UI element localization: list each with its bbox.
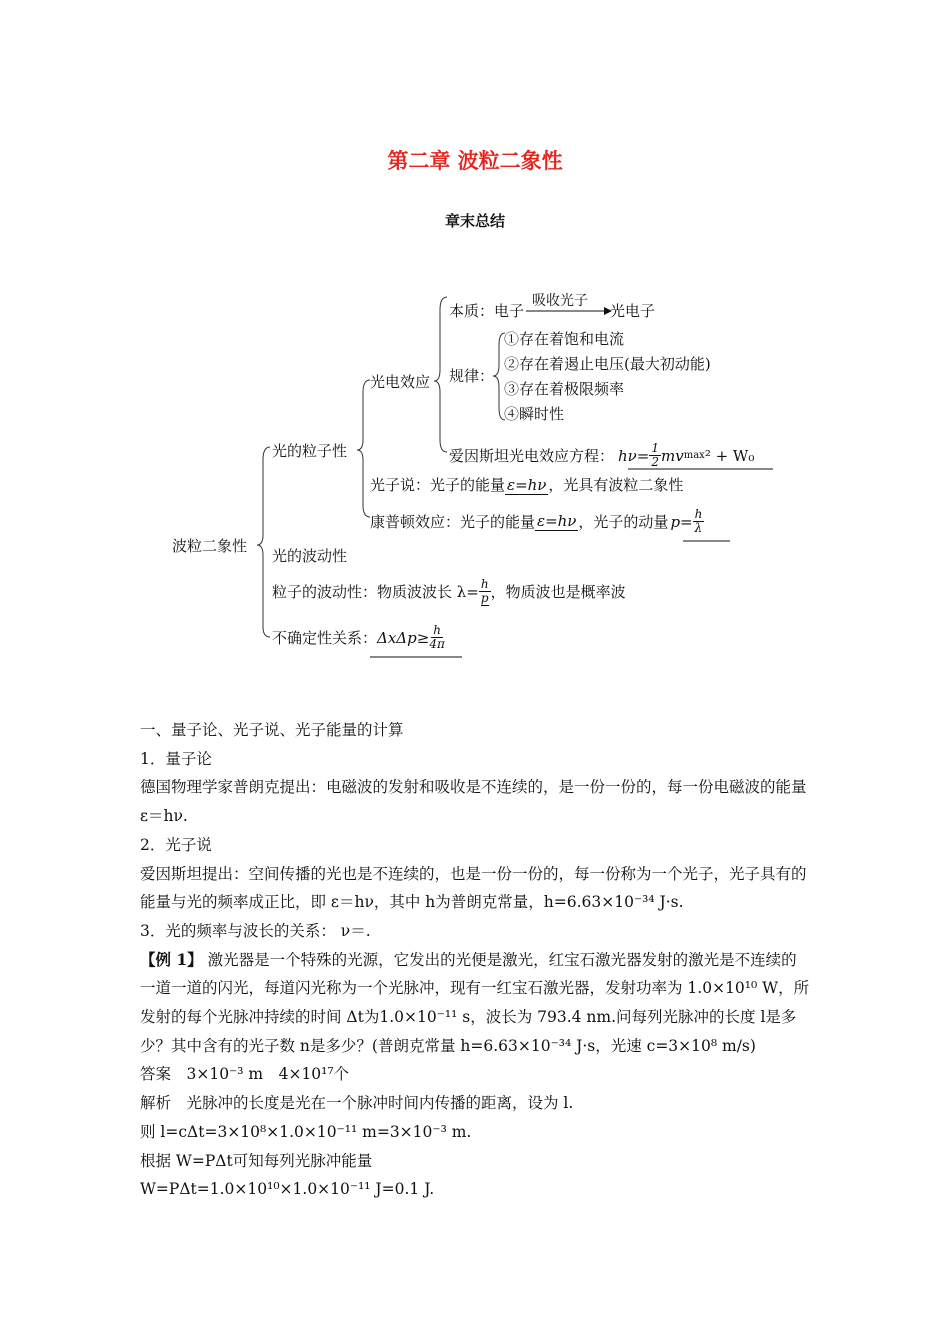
- chapter-title: 第二章 波粒二象性: [387, 149, 563, 173]
- item1-title: 1．量子论: [140, 749, 212, 768]
- law-item-2: ②存在着遏止电压(最大初动能): [504, 355, 711, 373]
- chapter-subtitle: 章末总结: [444, 212, 505, 230]
- einstein-mv: mv: [661, 446, 684, 465]
- item2-text: 爱因斯坦提出：空间传播的光也是不连续的，也是一份一份的，每一份称为一个光子，光子具有的能量与光的频率成正比，即 ε＝hν，其中 h为普朗克常量，h=6.63×10⁻³⁴ J·s.: [140, 864, 807, 912]
- photon-energy: ε=hν: [507, 476, 547, 494]
- root-brace: [257, 447, 270, 637]
- analysis: 解析 光脉冲的长度是光在一个脉冲时间内传播的距离，设为 l.: [140, 1094, 574, 1113]
- compton-p: p=: [670, 512, 693, 531]
- arrow-label: 吸收光子: [532, 293, 588, 309]
- answer: 答案 3×10⁻³ m 4×10¹⁷个: [140, 1065, 350, 1084]
- einstein-hv: hν: [618, 446, 637, 465]
- compton-energy: ε=hν: [537, 512, 577, 530]
- einstein-frac: [649, 442, 661, 469]
- item3: 3．光的频率与波长的关系： ν＝.: [140, 921, 371, 940]
- essence-label: 本质：电子: [449, 302, 525, 320]
- mindmap-root: 波粒二象性: [172, 537, 248, 555]
- solution-line-1: 则 l=cΔt=3×10⁸×1.0×10⁻¹¹ m=3×10⁻³ m.: [140, 1122, 472, 1141]
- example-1: [140, 946, 812, 1061]
- essence-result: 光电子: [610, 302, 656, 320]
- einstein-label: 爱因斯坦光电效应方程：: [449, 446, 615, 465]
- law-label: 规律：: [449, 367, 495, 385]
- mindmap-photoelectric: 光电效应: [370, 373, 431, 391]
- photon-theory-row: [370, 476, 683, 494]
- matter-den: p: [480, 591, 489, 605]
- einstein-sub: max: [683, 449, 705, 461]
- solution-line-3: W=PΔt=1.0×10¹⁰×1.0×10⁻¹¹ J=0.1 J.: [140, 1180, 435, 1199]
- particle-brace: [357, 380, 370, 517]
- einstein-den: 2: [651, 455, 660, 469]
- matter-tail: ，物质波也是概率波: [490, 583, 626, 601]
- matter-frac: [479, 578, 491, 606]
- law-item-4: ④瞬时性: [504, 405, 565, 423]
- compton-num: h: [694, 507, 703, 521]
- compton-label: 康普顿效应：光子的能量: [370, 512, 536, 531]
- uncertainty-num: h: [433, 623, 441, 637]
- law-item-3: ③存在着极限频率: [504, 380, 625, 398]
- section-heading: 一、量子论、光子说、光子能量的计算: [140, 721, 404, 739]
- item2-title: 2．光子说: [140, 835, 212, 854]
- photon-theory-tail: ，光具有波粒二象性: [548, 476, 684, 494]
- photon-theory-label: 光子说：光子的能量: [370, 476, 506, 494]
- law-item-1: ①存在着饱和电流: [504, 330, 625, 348]
- einstein-tail: ² + W₀: [704, 446, 755, 465]
- compton-mid: ，光子的动量: [578, 512, 669, 531]
- uncertainty-den: 4π: [429, 637, 445, 651]
- uncertainty-frac: [429, 624, 445, 651]
- matter-num: h: [480, 577, 489, 591]
- einstein-num: 1: [651, 441, 660, 455]
- mindmap-particle: 光的粒子性: [272, 442, 348, 460]
- compton-row: [370, 508, 704, 535]
- example-tag: 【例 1】: [140, 949, 203, 969]
- compton-den: λ: [694, 521, 703, 535]
- uncertainty-label: 不确定性关系：: [272, 628, 378, 647]
- body-content: [140, 716, 812, 1204]
- matter-wave-label: 粒子的波动性：物质波波长 λ=: [272, 583, 479, 601]
- solution-line-2: 根据 W=PΔt可知每列光脉冲能量: [140, 1151, 373, 1170]
- matter-wave-row: [272, 578, 626, 606]
- einstein-row: [449, 442, 754, 469]
- mindmap-wave: 光的波动性: [272, 547, 348, 565]
- compton-frac: [693, 508, 705, 535]
- uncertainty-row: [272, 624, 445, 651]
- uncertainty-lhs: ΔxΔp≥: [377, 628, 430, 647]
- item1-text: 德国物理学家普朗克提出：电磁波的发射和吸收是不连续的，是一份一份的，每一份电磁波的能量 ε＝hν.: [140, 778, 807, 826]
- einstein-eq: =: [636, 446, 650, 465]
- photoelectric-brace: [434, 297, 447, 452]
- example-text: 激光器是一个特殊的光源，它发出的光便是激光，红宝石激光器发射的激光是不连续的一道一道的闪光，每道闪光称为一个光脉冲，现有一红宝石激光器，发射功率为 1.0×10¹⁰ W，所发射的每个光脉冲持续的时间 Δt为1.0×10⁻¹¹ s，波长为 793.4 nm.问每列光脉冲的长度 l是多少？其中含有的光子数 n是多少？(普朗克常量 h=6.63×10⁻³⁴ J·s，光速 c=3×10⁸ m/s): [140, 950, 810, 1055]
